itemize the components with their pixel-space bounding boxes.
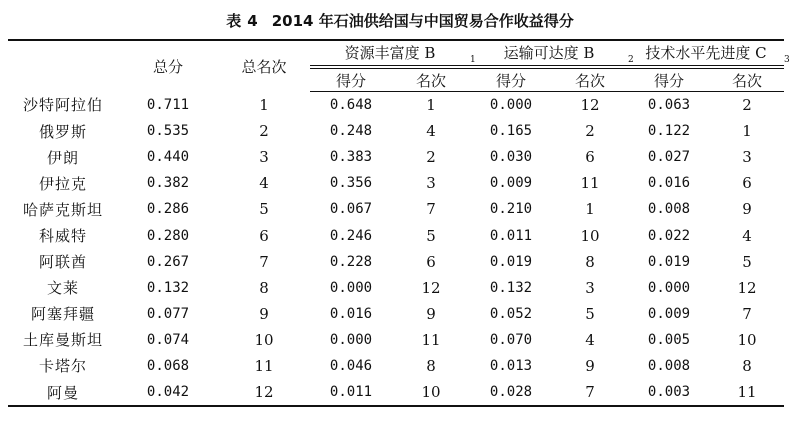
header-group-c3: 技术水平先进度 C $_3$ — [628, 40, 784, 69]
cell-country: 阿塞拜疆 — [30, 305, 95, 324]
cell-b1-rank: 4 — [426, 122, 436, 141]
cell-b1-score: 0.046 — [329, 357, 373, 374]
header-c3-rank: 名次 — [710, 69, 784, 92]
cell-b2-score: 0.052 — [489, 305, 533, 322]
cell-c3-rank: 12 — [737, 278, 757, 297]
cell-country: 卡塔尔 — [38, 357, 87, 376]
cell-country: 俄罗斯 — [38, 122, 87, 141]
score-table-container — [8, 39, 790, 407]
cell-c3-rank: 7 — [742, 304, 752, 323]
cell-c3-score: 0.019 — [647, 253, 691, 270]
cell-c3-score: 0.016 — [647, 175, 691, 192]
cell-total-score: 0.068 — [146, 357, 190, 374]
cell-b2-score: 0.132 — [489, 279, 533, 296]
cell-b1-rank: 11 — [421, 330, 441, 349]
cell-b2-score: 0.210 — [489, 201, 533, 218]
cell-country: 哈萨克斯坦 — [22, 200, 103, 219]
cell-b1-score: 0.648 — [329, 97, 373, 114]
cell-b2-rank: 9 — [585, 356, 595, 375]
cell-b2-score: 0.011 — [489, 227, 533, 244]
header-c3-score: 得分 — [628, 69, 710, 92]
cell-b1-rank: 5 — [426, 226, 436, 245]
cell-b1-score: 0.228 — [329, 253, 373, 270]
cell-c3-rank: 9 — [742, 200, 752, 219]
header-total-rank: 总名次 — [218, 40, 310, 92]
cell-b1-score: 0.383 — [329, 149, 373, 166]
cell-country: 伊拉克 — [38, 174, 87, 193]
cell-b2-rank: 11 — [580, 174, 600, 193]
cell-b1-rank: 12 — [421, 278, 441, 297]
cell-total-rank: 5 — [259, 200, 269, 219]
cell-b2-score: 0.000 — [489, 97, 533, 114]
cell-b2-rank: 5 — [585, 304, 595, 323]
cell-total-rank: 8 — [259, 278, 269, 297]
cell-total-rank: 2 — [259, 122, 269, 141]
table-row — [8, 379, 784, 406]
cell-c3-score: 0.005 — [647, 331, 691, 348]
cell-total-score: 0.711 — [146, 96, 190, 113]
cell-c3-rank: 2 — [742, 96, 752, 115]
cell-b1-score: 0.356 — [329, 175, 373, 192]
header-total-score: 总分 — [118, 40, 218, 92]
table-row — [8, 301, 784, 327]
cell-b1-rank: 3 — [426, 174, 436, 193]
cell-total-rank: 1 — [259, 95, 269, 114]
cell-b2-score: 0.019 — [489, 253, 533, 270]
cell-c3-score: 0.027 — [647, 149, 691, 166]
cell-c3-score: 0.008 — [647, 357, 691, 374]
caption-label: 表 — [226, 12, 242, 30]
score-table — [8, 39, 790, 407]
caption-number: 4 — [247, 12, 258, 30]
cell-b1-rank: 2 — [426, 148, 436, 167]
cell-c3-score: 0.008 — [647, 201, 691, 218]
caption-title: 2014 年石油供给国与中国贸易合作收益得分 — [271, 12, 574, 30]
cell-b2-score: 0.070 — [489, 331, 533, 348]
cell-c3-score: 0.122 — [647, 123, 691, 140]
cell-b1-rank: 8 — [426, 356, 436, 375]
cell-b1-rank: 6 — [426, 252, 436, 271]
cell-total-score: 0.042 — [118, 379, 218, 406]
header-b2-score: 得分 — [470, 69, 552, 92]
cell-total-rank: 6 — [259, 226, 269, 245]
cell-total-score: 0.440 — [146, 149, 190, 166]
table-row — [8, 118, 784, 144]
table-header — [8, 40, 790, 92]
cell-country: 科威特 — [38, 227, 87, 246]
cell-total-score: 0.077 — [146, 305, 190, 322]
cell-b1-rank: 1 — [426, 96, 436, 115]
cell-total-score: 0.535 — [146, 123, 190, 140]
cell-total-rank: 3 — [259, 148, 269, 167]
cell-country: 伊朗 — [46, 148, 79, 167]
header-country — [8, 40, 118, 92]
cell-country: 沙特阿拉伯 — [22, 96, 103, 115]
cell-country: 文莱 — [46, 279, 79, 298]
header-group-b1: 资源丰富度 B $_1$ — [310, 40, 470, 69]
cell-total-rank: 11 — [254, 356, 274, 375]
cell-b2-rank: 4 — [585, 330, 595, 349]
table-row — [8, 249, 784, 275]
cell-b2-score: 0.013 — [489, 357, 533, 374]
cell-b1-rank: 7 — [426, 200, 436, 219]
cell-b2-score: 0.165 — [489, 123, 533, 140]
table-row — [8, 196, 784, 222]
cell-total-score: 0.286 — [146, 201, 190, 218]
cell-c3-score: 0.009 — [647, 305, 691, 322]
cell-b2-rank: 8 — [585, 252, 595, 271]
cell-c3-rank: 5 — [742, 252, 752, 271]
table-row — [8, 222, 784, 248]
cell-b1-rank: 9 — [426, 304, 436, 323]
cell-c3-score: 0.063 — [647, 97, 691, 114]
table-row — [8, 92, 784, 119]
cell-c3-score: 0.000 — [647, 279, 691, 296]
cell-total-rank: 10 — [254, 330, 274, 349]
cell-b1-score: 0.067 — [329, 201, 373, 218]
cell-b1-score: 0.000 — [329, 331, 373, 348]
cell-b2-rank: 2 — [585, 122, 595, 141]
cell-b2-rank: 7 — [552, 379, 628, 406]
header-b1-score: 得分 — [310, 69, 392, 92]
header-b1-rank: 名次 — [392, 69, 470, 92]
cell-total-score: 0.074 — [146, 331, 190, 348]
table-row — [8, 353, 784, 379]
cell-c3-rank: 6 — [742, 174, 752, 193]
cell-total-rank: 12 — [218, 379, 310, 406]
cell-c3-rank: 3 — [742, 148, 752, 167]
header-b2-rank: 名次 — [552, 69, 628, 92]
cell-b1-score: 0.246 — [329, 227, 373, 244]
cell-b2-rank: 12 — [580, 96, 600, 115]
table-caption — [0, 10, 800, 31]
cell-c3-rank: 11 — [710, 379, 784, 406]
cell-b1-score: 0.248 — [329, 123, 373, 140]
cell-b1-score: 0.011 — [310, 379, 392, 406]
table-body — [8, 92, 784, 407]
cell-b2-rank: 10 — [580, 226, 600, 245]
cell-b1-rank: 10 — [392, 379, 470, 406]
cell-total-rank: 9 — [259, 304, 269, 323]
cell-b2-rank: 3 — [585, 278, 595, 297]
cell-c3-rank: 1 — [742, 122, 752, 141]
cell-b2-rank: 1 — [585, 200, 595, 219]
table-row — [8, 327, 784, 353]
cell-total-score: 0.132 — [146, 279, 190, 296]
table-row — [8, 144, 784, 170]
cell-b2-score: 0.028 — [470, 379, 552, 406]
cell-total-rank: 7 — [259, 252, 269, 271]
cell-b2-score: 0.030 — [489, 149, 533, 166]
table-row — [8, 275, 784, 301]
cell-c3-rank: 4 — [742, 226, 752, 245]
cell-c3-score: 0.003 — [628, 379, 710, 406]
cell-total-score: 0.280 — [146, 227, 190, 244]
table-row — [8, 170, 784, 196]
cell-total-score: 0.267 — [146, 253, 190, 270]
header-group-b2: 运输可达度 B $_2$ — [470, 40, 628, 69]
cell-country: 阿曼 — [8, 379, 118, 406]
cell-b2-score: 0.009 — [489, 175, 533, 192]
cell-c3-rank: 10 — [737, 330, 757, 349]
cell-c3-score: 0.022 — [647, 227, 691, 244]
cell-total-score: 0.382 — [146, 175, 190, 192]
cell-country: 土库曼斯坦 — [22, 331, 103, 350]
cell-b2-rank: 6 — [585, 148, 595, 167]
cell-total-rank: 4 — [259, 174, 269, 193]
cell-country: 阿联酋 — [38, 253, 87, 272]
cell-b1-score: 0.016 — [329, 305, 373, 322]
cell-c3-rank: 8 — [742, 356, 752, 375]
cell-b1-score: 0.000 — [329, 279, 373, 296]
